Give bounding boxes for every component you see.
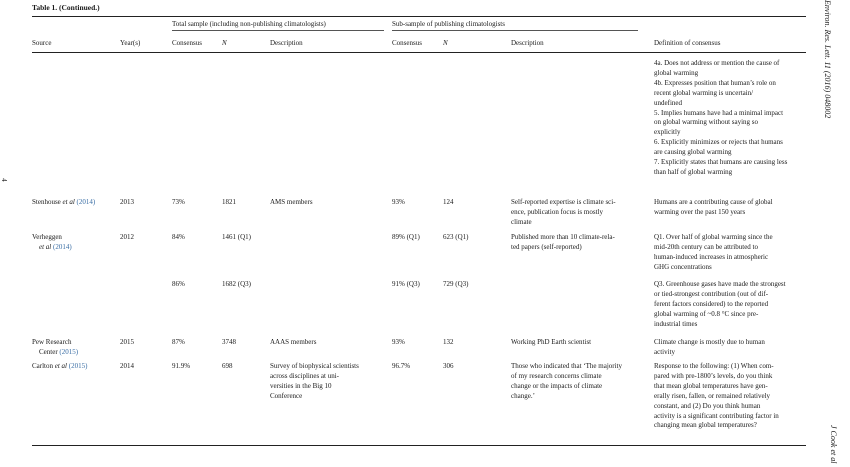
description-line: Working PhD Earth scientist <box>511 338 592 346</box>
row-year: 2015 <box>120 338 134 346</box>
row-n: 3748 <box>222 338 236 346</box>
definition-line: erally risen, fallen, or remained relatively <box>654 391 771 400</box>
row-description-sub <box>511 233 615 253</box>
row-n-sub: 729 (Q3) <box>443 280 469 288</box>
row-n-sub: 623 (Q1) <box>443 233 469 241</box>
row-year: 2014 <box>120 362 134 370</box>
description-line: AAAS members <box>270 338 317 346</box>
source-etal: et al <box>62 198 75 206</box>
row-description-sub <box>511 338 591 348</box>
description-line: versities in the Big 10 <box>270 381 332 390</box>
definition-line: activity is a significant contributing factor in <box>654 411 779 420</box>
row-consensus: 84% <box>172 233 185 241</box>
definition-line: Response to the following: (1) When com- <box>654 362 774 370</box>
definition-line: Q1. Over half of global warming since the <box>654 233 773 241</box>
description-line: Conference <box>270 391 303 400</box>
definition-line: explicitly <box>654 128 681 137</box>
definition-line: Q3. Greenhouse gases have made the strongest <box>654 280 786 288</box>
definition-line: ferent factors considered) to the reported <box>654 299 769 308</box>
row-definition <box>654 362 779 431</box>
definition-line: human-induced increases in atmospheric <box>654 252 769 261</box>
description-line: of my research concerns climate <box>511 371 602 380</box>
group-rule-sub <box>392 30 638 31</box>
group-rule-total <box>172 30 384 31</box>
source-author: Verheggen <box>32 233 62 241</box>
page-number: 4 <box>0 178 8 182</box>
definition-line: pared with pre-1800’s levels, do you think <box>654 371 773 380</box>
row-consensus: 91.9% <box>172 362 191 370</box>
definition-line: or tied-strongest contribution (out of dif- <box>654 289 769 298</box>
col-head-n: N <box>222 39 227 47</box>
row-consensus-sub: 93% <box>392 198 405 206</box>
row-consensus-sub: 96.7% <box>392 362 411 370</box>
row-source <box>32 233 72 253</box>
row-description <box>270 362 359 402</box>
definition-line: on global warming without saying so <box>654 118 759 127</box>
definition-line: activity <box>654 347 675 356</box>
col-head-consensus: Consensus <box>172 39 202 47</box>
definition-line: 5. Implies humans have had a minimal impact <box>654 108 784 117</box>
table-title: Table 1. (Continued.) <box>32 3 100 12</box>
description-line: change.’ <box>511 391 535 400</box>
group-header-total: Total sample (including non-publishing climatologists) <box>172 20 326 28</box>
source-year-link[interactable]: (2015) <box>57 347 79 356</box>
col-head-description-sub: Description <box>511 39 544 47</box>
description-line: across disciplines at uni- <box>270 371 340 380</box>
definition-line: Humans are a contributing cause of global <box>654 198 773 206</box>
definition-line: recent global warming is uncertain/ <box>654 88 754 97</box>
row-source <box>32 198 95 208</box>
journal-citation: Environ. Res. Lett. 11 (2016) 048002 <box>823 0 832 119</box>
definition-line: 4a. Does not address or mention the cause of <box>654 59 780 67</box>
definition-line: changing mean global temperatures? <box>654 421 757 430</box>
description-line: change or the impacts of climate <box>511 381 603 390</box>
table-bottom-rule <box>32 445 806 446</box>
row-n: 1682 (Q3) <box>222 280 251 288</box>
col-head-source: Source <box>32 39 52 47</box>
source-year-link[interactable]: (2015) <box>67 362 88 370</box>
table-top-rule <box>32 16 806 17</box>
row-consensus: 73% <box>172 198 185 206</box>
description-line: Those who indicated that ‘The majority <box>511 362 622 370</box>
row-n-sub: 306 <box>443 362 454 370</box>
col-head-n-sub: N <box>443 39 448 47</box>
row-description-sub <box>511 198 616 228</box>
source-author: Pew Research <box>32 338 72 346</box>
row-description <box>270 338 316 348</box>
row-definition <box>654 233 773 273</box>
carryover-definition <box>654 59 787 178</box>
table-header-rule <box>32 52 806 53</box>
source-author-line2: Center <box>39 347 58 356</box>
row-source <box>32 338 78 358</box>
row-consensus-sub: 93% <box>392 338 405 346</box>
definition-line: GHG concentrations <box>654 262 712 271</box>
source-year-link[interactable]: (2014) <box>51 242 72 251</box>
definition-line: than half of global warming <box>654 167 733 176</box>
running-author: J Cook et al <box>829 425 838 464</box>
row-definition <box>654 280 786 330</box>
row-consensus-sub: 89% (Q1) <box>392 233 420 241</box>
row-consensus: 86% <box>172 280 185 288</box>
definition-line: 7. Explicitly states that humans are causing less <box>654 158 788 167</box>
definition-line: global warming of ~0.8 °C since pre- <box>654 309 759 318</box>
row-n-sub: 132 <box>443 338 454 346</box>
group-header-sub: Sub-sample of publishing climatologists <box>392 20 505 28</box>
definition-line: undefined <box>654 98 682 107</box>
definition-line: mid-20th century can be attributed to <box>654 242 758 251</box>
row-year: 2013 <box>120 198 134 206</box>
definition-line: are causing global warming <box>654 148 732 157</box>
col-head-year: Year(s) <box>120 39 141 47</box>
description-line: climate <box>511 217 532 226</box>
definition-line: constant, and (2) Do you think human <box>654 401 761 410</box>
definition-line: Climate change is mostly due to human <box>654 338 765 346</box>
description-line: ted papers (self-reported) <box>511 242 582 251</box>
description-line: Published more than 10 climate-rela- <box>511 233 615 241</box>
source-author: Carlton <box>32 362 55 370</box>
row-description-sub <box>511 362 622 402</box>
col-head-description: Description <box>270 39 303 47</box>
row-definition <box>654 338 765 358</box>
row-n: 1461 (Q1) <box>222 233 251 241</box>
row-n-sub: 124 <box>443 198 454 206</box>
definition-line: that mean global temperatures have gen- <box>654 381 768 390</box>
source-author: Stenhouse <box>32 198 63 206</box>
description-line: Survey of biophysical scientists <box>270 362 359 370</box>
description-line: Self-reported expertise is climate sci- <box>511 198 616 206</box>
definition-line: 4b. Expresses position that human’s role on <box>654 78 776 87</box>
row-description <box>270 198 313 208</box>
description-line: ence, publication focus is mostly <box>511 207 603 216</box>
row-year: 2012 <box>120 233 134 241</box>
source-year-link[interactable]: (2014) <box>74 198 96 206</box>
definition-line: warming over the past 150 years <box>654 207 746 216</box>
row-n: 1821 <box>222 198 236 206</box>
row-n: 698 <box>222 362 233 370</box>
definition-line: global warming <box>654 68 699 77</box>
definition-line: industrial times <box>654 319 698 328</box>
col-head-definition: Definition of consensus <box>654 39 721 47</box>
row-consensus-sub: 91% (Q3) <box>392 280 420 288</box>
col-head-consensus-sub: Consensus <box>392 39 422 47</box>
row-source <box>32 362 87 372</box>
row-definition <box>654 198 773 218</box>
source-etal: et al <box>54 362 67 370</box>
row-consensus: 87% <box>172 338 185 346</box>
source-etal: et al <box>39 242 52 251</box>
description-line: AMS members <box>270 198 313 206</box>
definition-line: 6. Explicitly minimizes or rejects that humans <box>654 138 783 147</box>
